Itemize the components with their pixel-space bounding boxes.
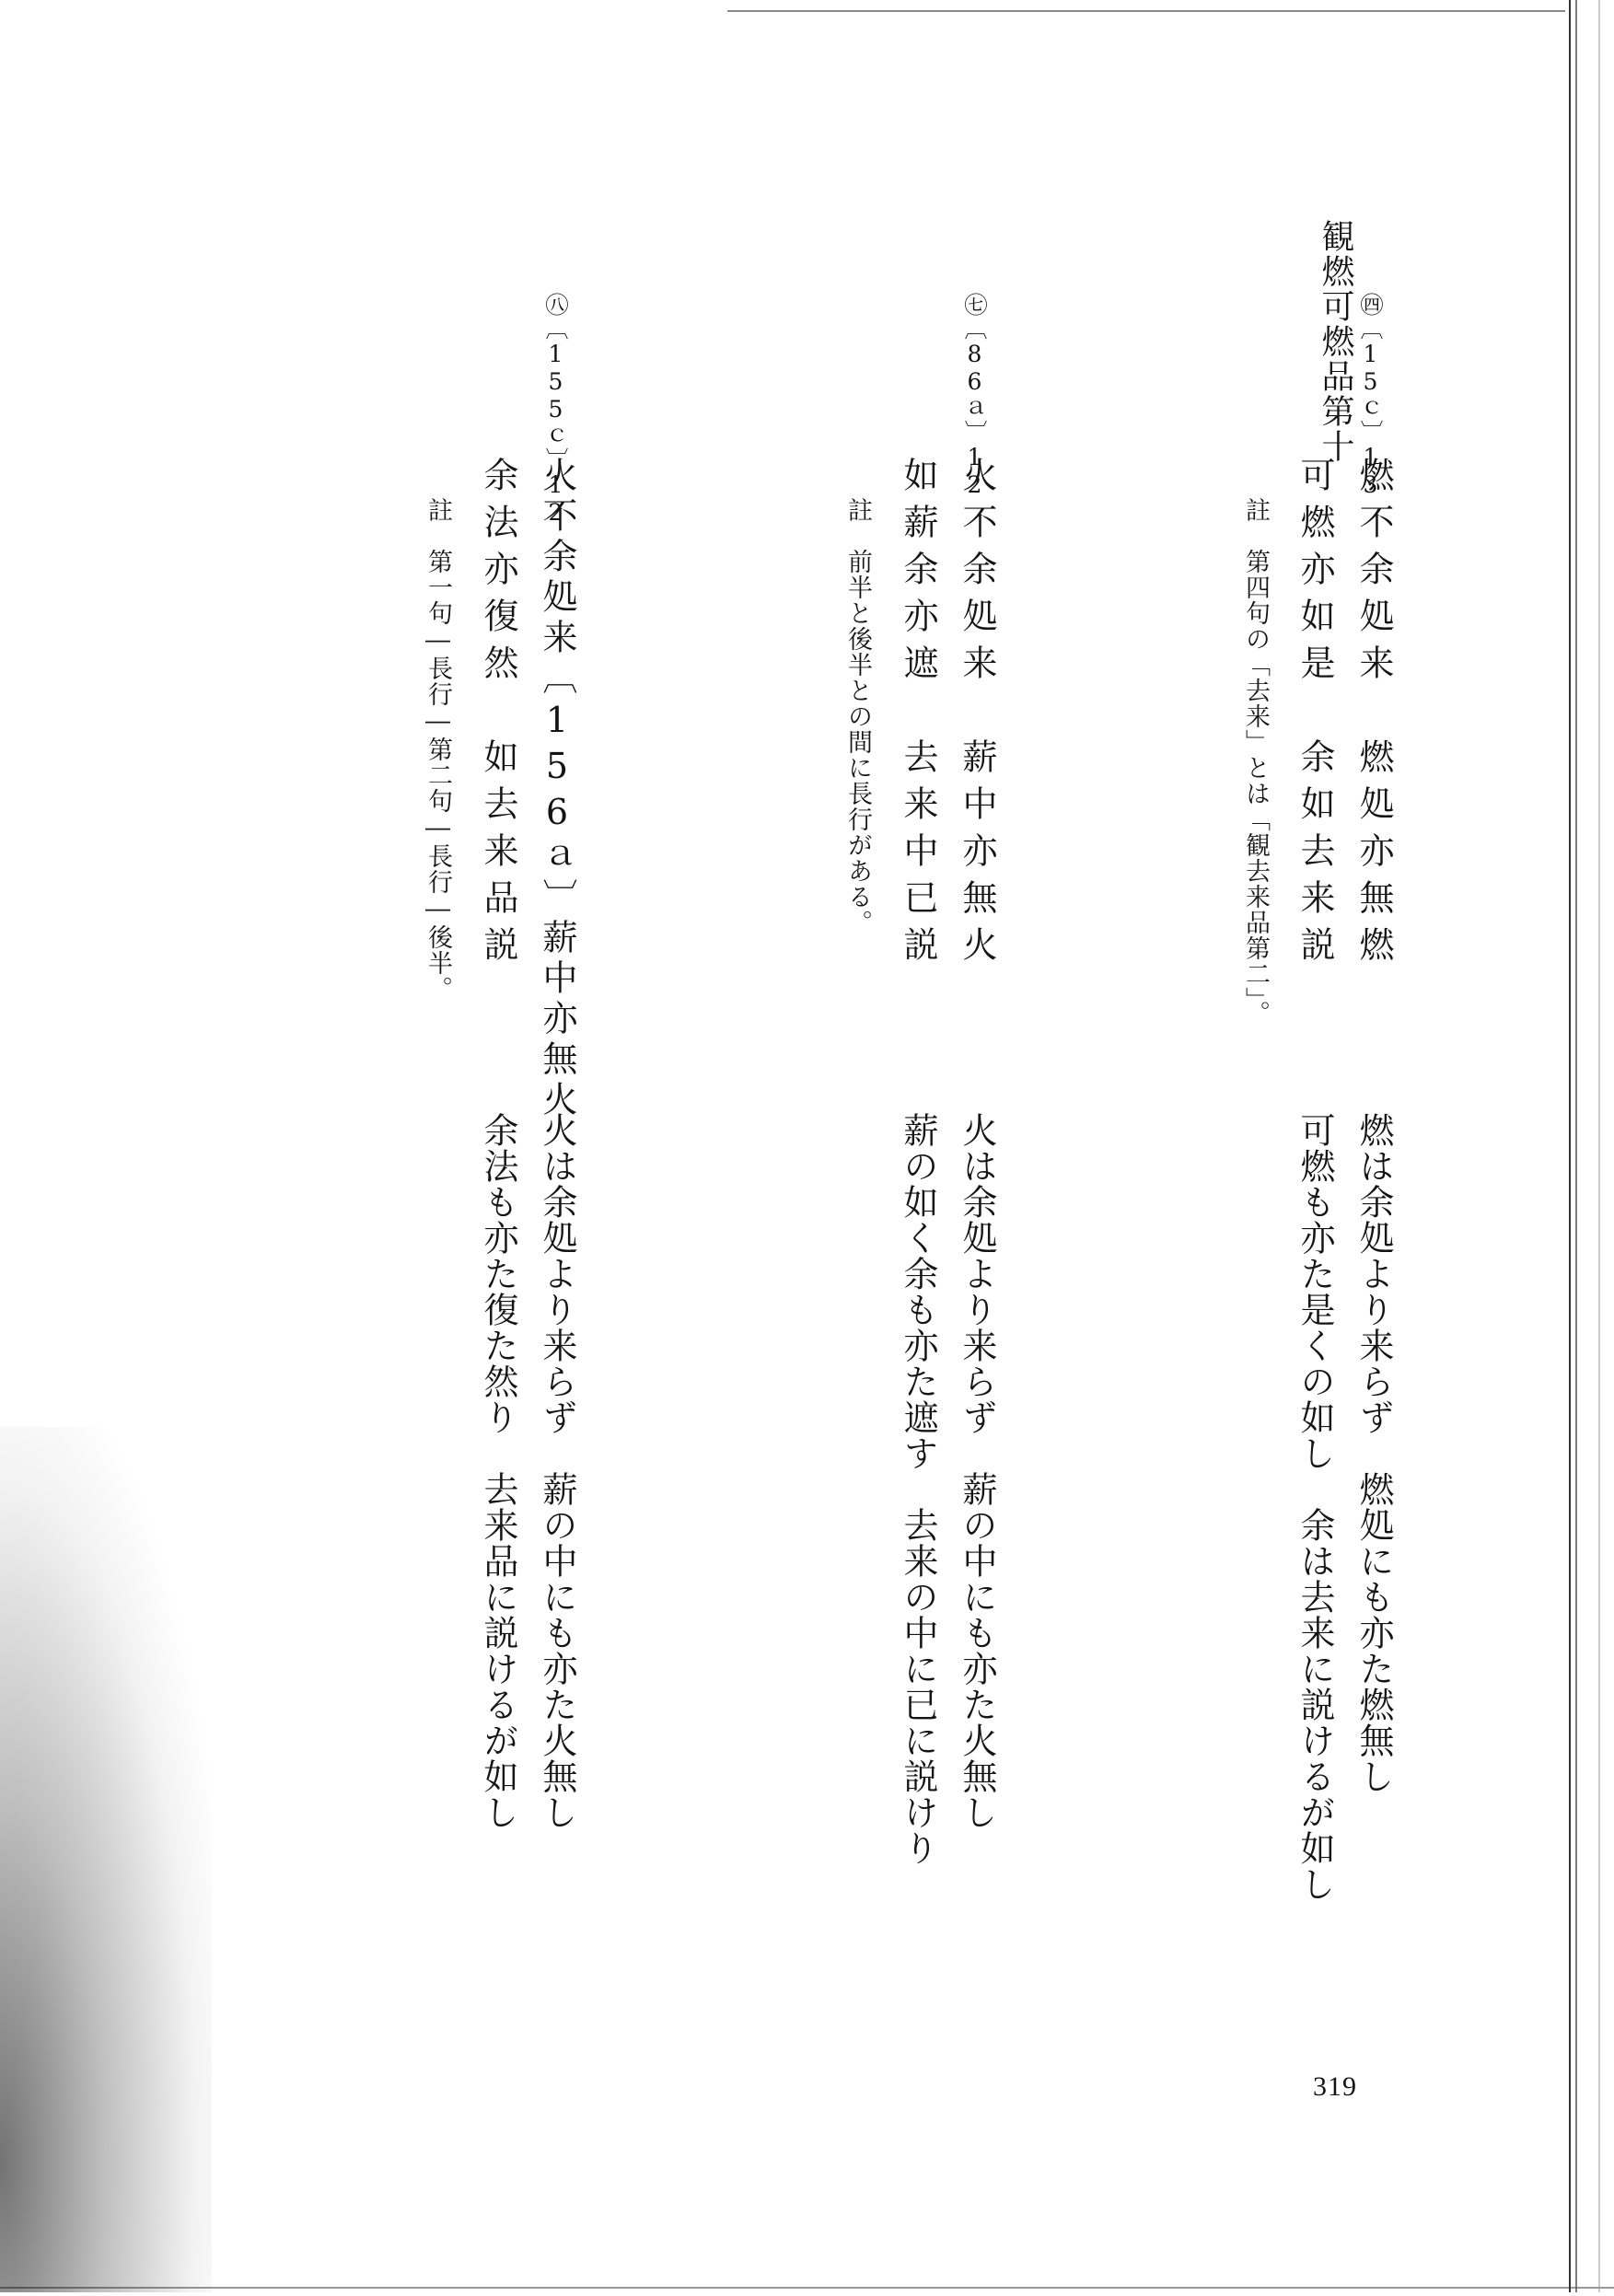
verse-line: 可燃亦如是 余如去来説 [1295, 457, 1335, 973]
translation-line: 可燃も亦た是くの如し 余は去来に説けるが如し [1295, 1112, 1335, 1902]
page-number: 319 [1313, 2071, 1357, 2102]
verse-ref: ㊇〔155ｃ〕12 [542, 293, 569, 527]
scan-shadow [0, 1427, 212, 2292]
running-title: 観燃可燃品第十 [1317, 219, 1354, 464]
verse-line: 如薪余亦遮 去来中已説 [898, 457, 938, 973]
verse-line: 火不余処来 薪中亦無火 [957, 457, 997, 973]
verse-line: 燃不余処来 燃処亦無燃 [1353, 457, 1394, 973]
verse-ref: ㊆〔86ａ〕12 [961, 293, 988, 499]
translation-line: 燃は余処より来らず 燃処にも亦た燃無し [1353, 1112, 1394, 1794]
scan-edge-shadow [1551, 0, 1614, 2292]
verse-note: 註 前半と後半との間に長行がある。 [843, 497, 872, 935]
verse-ref: ㊃〔15ｃ〕13 [1357, 293, 1384, 499]
translation-line: 火は余処より来らず 薪の中にも亦た火無し [537, 1112, 577, 1830]
translation-line: 薪の如く余も亦た遮す 去来の中に已に説けり [898, 1112, 938, 1866]
translation-line: 火は余処より来らず 薪の中にも亦た火無し [957, 1112, 997, 1830]
verse-note: 註 第四句の「去来」とは「観去来品第二」。 [1241, 497, 1270, 1026]
translation-line: 余法も亦た復た然り 去来品に説けるが如し [478, 1112, 518, 1830]
verse-line: 余法亦復然 如去来品説 [478, 457, 518, 973]
verse-line: 火不余処来〔156ａ〕薪中亦無火 [537, 457, 577, 1121]
verse-note: 註 第一句―長行―第二句―長行―後半。 [424, 497, 452, 1002]
